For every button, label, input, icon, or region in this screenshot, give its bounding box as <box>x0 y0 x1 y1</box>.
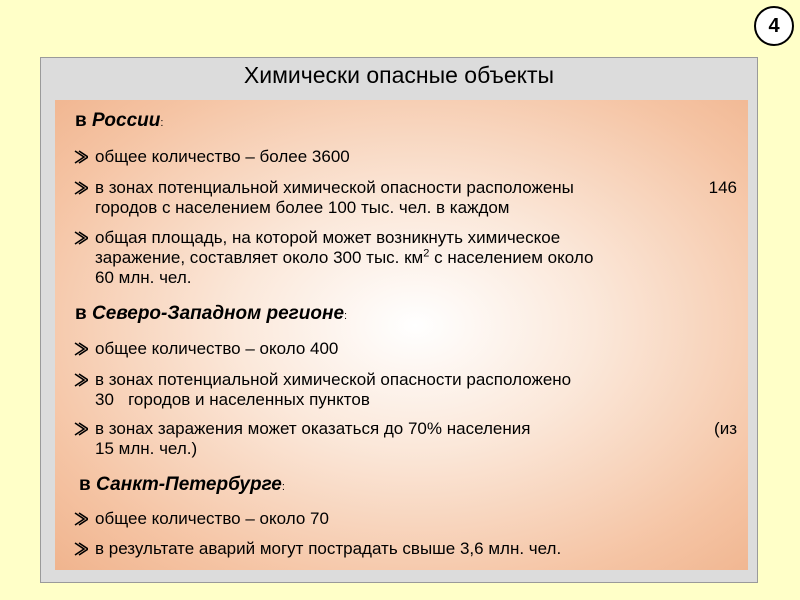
list-item: в зонах заражения может оказаться до 70% населения (из 15 млн. чел.) <box>72 419 737 459</box>
list-item: общее количество – около 400 <box>72 339 737 359</box>
slide-title: Химически опасные объекты <box>243 62 555 88</box>
list-item: в зонах потенциальной химической опасности расположены 146 городов с населением более 100 тыс. чел. в каждом <box>72 178 737 218</box>
bullet-arrow-icon <box>72 147 88 167</box>
list-item: общее количество – около 70 <box>72 509 737 529</box>
bullet-arrow-icon <box>72 178 88 198</box>
section-heading-spb: в Санкт-Петербурге: <box>79 474 285 495</box>
content-panel <box>55 100 748 570</box>
section-heading-northwest: в Северо-Западном регионе: <box>75 303 348 324</box>
list-item: общее количество – более 3600 <box>72 147 737 167</box>
list-item: в результате аварий могут пострадать свыше 3,6 млн. чел. <box>72 539 737 559</box>
bullet-arrow-icon <box>72 419 88 439</box>
bullet-arrow-icon <box>72 339 88 359</box>
bullet-arrow-icon <box>72 509 88 529</box>
bullet-arrow-icon <box>72 539 88 559</box>
section-heading-russia: в России: <box>75 110 164 131</box>
list-item: в зонах потенциальной химической опасности расположено 30 городов и населенных пунктов <box>72 370 737 410</box>
bullet-arrow-icon <box>72 228 88 248</box>
list-item: общая площадь, на которой может возникнуть химическое заражение, составляет около 300 тыс. $км^2$ с населением около 60 млн. чел. <box>72 228 737 288</box>
bullet-arrow-icon <box>72 370 88 390</box>
slide-number-badge: 4 <box>754 6 794 46</box>
